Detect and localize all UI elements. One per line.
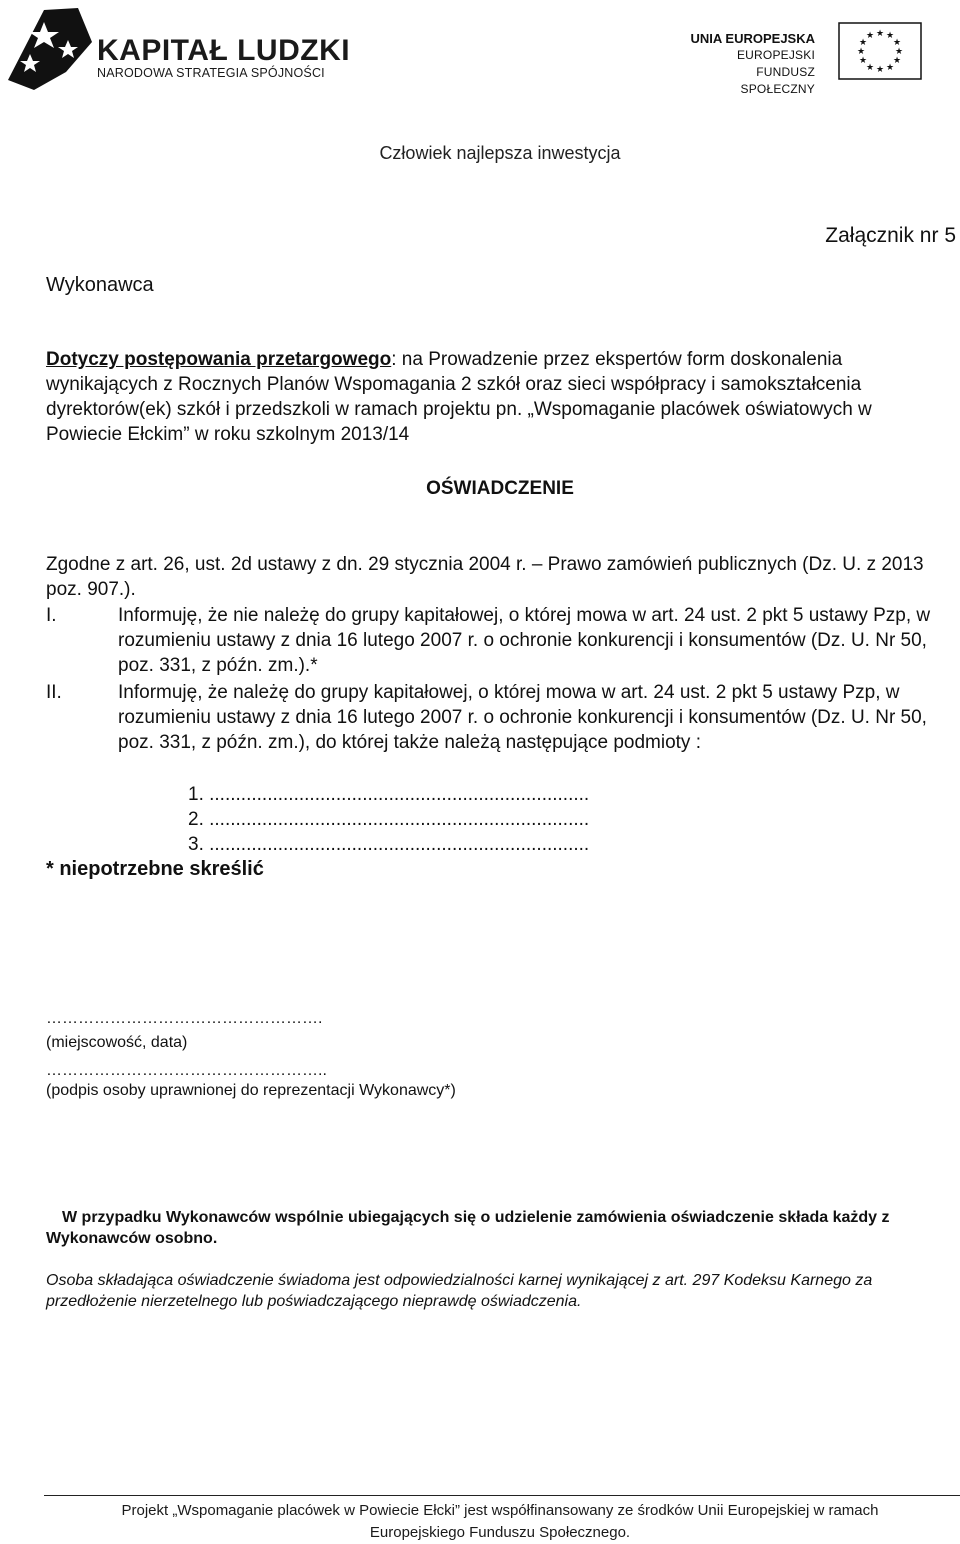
svg-text:★: ★	[856, 47, 866, 57]
svg-text:★: ★	[894, 47, 904, 57]
svg-text:★: ★	[858, 56, 868, 66]
footer-text	[0, 1500, 960, 1544]
svg-text:★: ★	[858, 38, 868, 48]
liability-info: Osoba składająca oświadczenie świadoma jest odpowiedzialności karnej wynikającej z art. 297 Kodeksu Karnego za przedłożenie nierzetelnego lub poświadczającego nieprawdę oświadczenia.	[46, 1272, 873, 1310]
eu-flag-icon	[838, 22, 922, 80]
subject-lead: Dotyczy postępowania przetargowego	[46, 349, 392, 370]
footer-line-2: Europejskiego Funduszu Społecznego.	[369, 1524, 631, 1541]
svg-text:★: ★	[875, 29, 885, 39]
svg-text:★: ★	[885, 63, 895, 73]
item-number: I.	[46, 605, 57, 626]
entity-line-3: 3. ........................................................................	[188, 834, 590, 855]
eu-line-3: FUNDUSZ SPOŁECZNY	[740, 65, 815, 96]
subject-paragraph	[46, 347, 926, 447]
entities-list	[188, 782, 589, 857]
signature-dots: ……………………………………………..	[46, 1062, 327, 1079]
svg-text:★: ★	[892, 38, 902, 48]
svg-text:★: ★	[875, 65, 885, 75]
svg-text:★: ★	[892, 56, 902, 66]
item-text: Informuję, że nie należę do grupy kapitałowej, o której mowa w art. 24 ust. 2 pkt 5 ustawy Pzp, w rozumieniu ustawy z dnia 16 lutego 2007 r. o ochronie konkurencji i konsumentów (Dz. U. Nr 50, poz. 331, z późn. zm.).*	[118, 605, 931, 676]
document-title: OŚWIADCZENIE	[426, 478, 574, 499]
motto: Człowiek najlepsza inwestycja	[379, 143, 621, 163]
footer-divider	[44, 1495, 960, 1496]
signature-label: (podpis osoby uprawnionej do reprezentacji Wykonawcy*)	[46, 1082, 456, 1099]
subject-text: : na Prowadzenie przez ekspertów form doskonalenia wynikających z Rocznych Planów Wspomagania 2 szkół oraz sieci współpracy i samokształcenia dyrektorów(ek) szkół i przedszkoli w ramach projektu pn. „Wspomaganie placówek oświatowych w Powiecie Ełckim” w roku szkolnym 2013/14	[46, 349, 872, 445]
entity-line-1: 1. ........................................................................	[188, 784, 590, 805]
legal-basis: Zgodne z art. 26, ust. 2d ustawy z dn. 29 stycznia 2004 r. – Prawo zamówień publicznych (Dz. U. z 2013 poz. 907.).	[46, 554, 924, 600]
annex-label: Załącznik nr 5	[825, 224, 956, 247]
place-date-dots: …………………………………………….	[46, 1010, 323, 1027]
contractor-label: Wykonawca	[46, 274, 154, 296]
eu-line-2: EUROPEJSKI	[736, 48, 815, 62]
logo-subtitle: NARODOWA STRATEGIA SPÓJNOŚCI	[97, 66, 325, 80]
footnote: * niepotrzebne skreślić	[46, 858, 264, 880]
joint-contractors-info: W przypadku Wykonawców wspólnie ubiegających się o udzielenie zamówienia oświadczenie składa każdy z Wykonawców osobno.	[46, 1209, 890, 1247]
svg-text:★: ★	[865, 31, 875, 41]
svg-text:★: ★	[865, 63, 875, 73]
svg-text:★: ★	[885, 31, 895, 41]
entity-line-2: 2. ........................................................................	[188, 809, 590, 830]
item-number: II.	[46, 682, 62, 703]
place-date-label: (miejscowość, data)	[46, 1034, 188, 1051]
item-text: Informuję, że należę do grupy kapitałowej, o której mowa w art. 24 ust. 2 pkt 5 ustawy Pzp, w rozumieniu ustawy z dnia 16 lutego 2007 r. o ochronie konkurencji i konsumentów (Dz. U. Nr 50, poz. 331, z późn. zm.), do której także należą następujące podmioty :	[118, 682, 927, 753]
eu-text-block	[688, 30, 815, 98]
footer-line-1: Projekt „Wspomaganie placówek w Powiecie Ełcki” jest współfinansowany ze środków Unii Europejskiej w ramach	[121, 1502, 879, 1519]
logo-title: KAPITAŁ LUDZKI	[97, 34, 351, 67]
eu-line-1: UNIA EUROPEJSKA	[690, 31, 815, 46]
